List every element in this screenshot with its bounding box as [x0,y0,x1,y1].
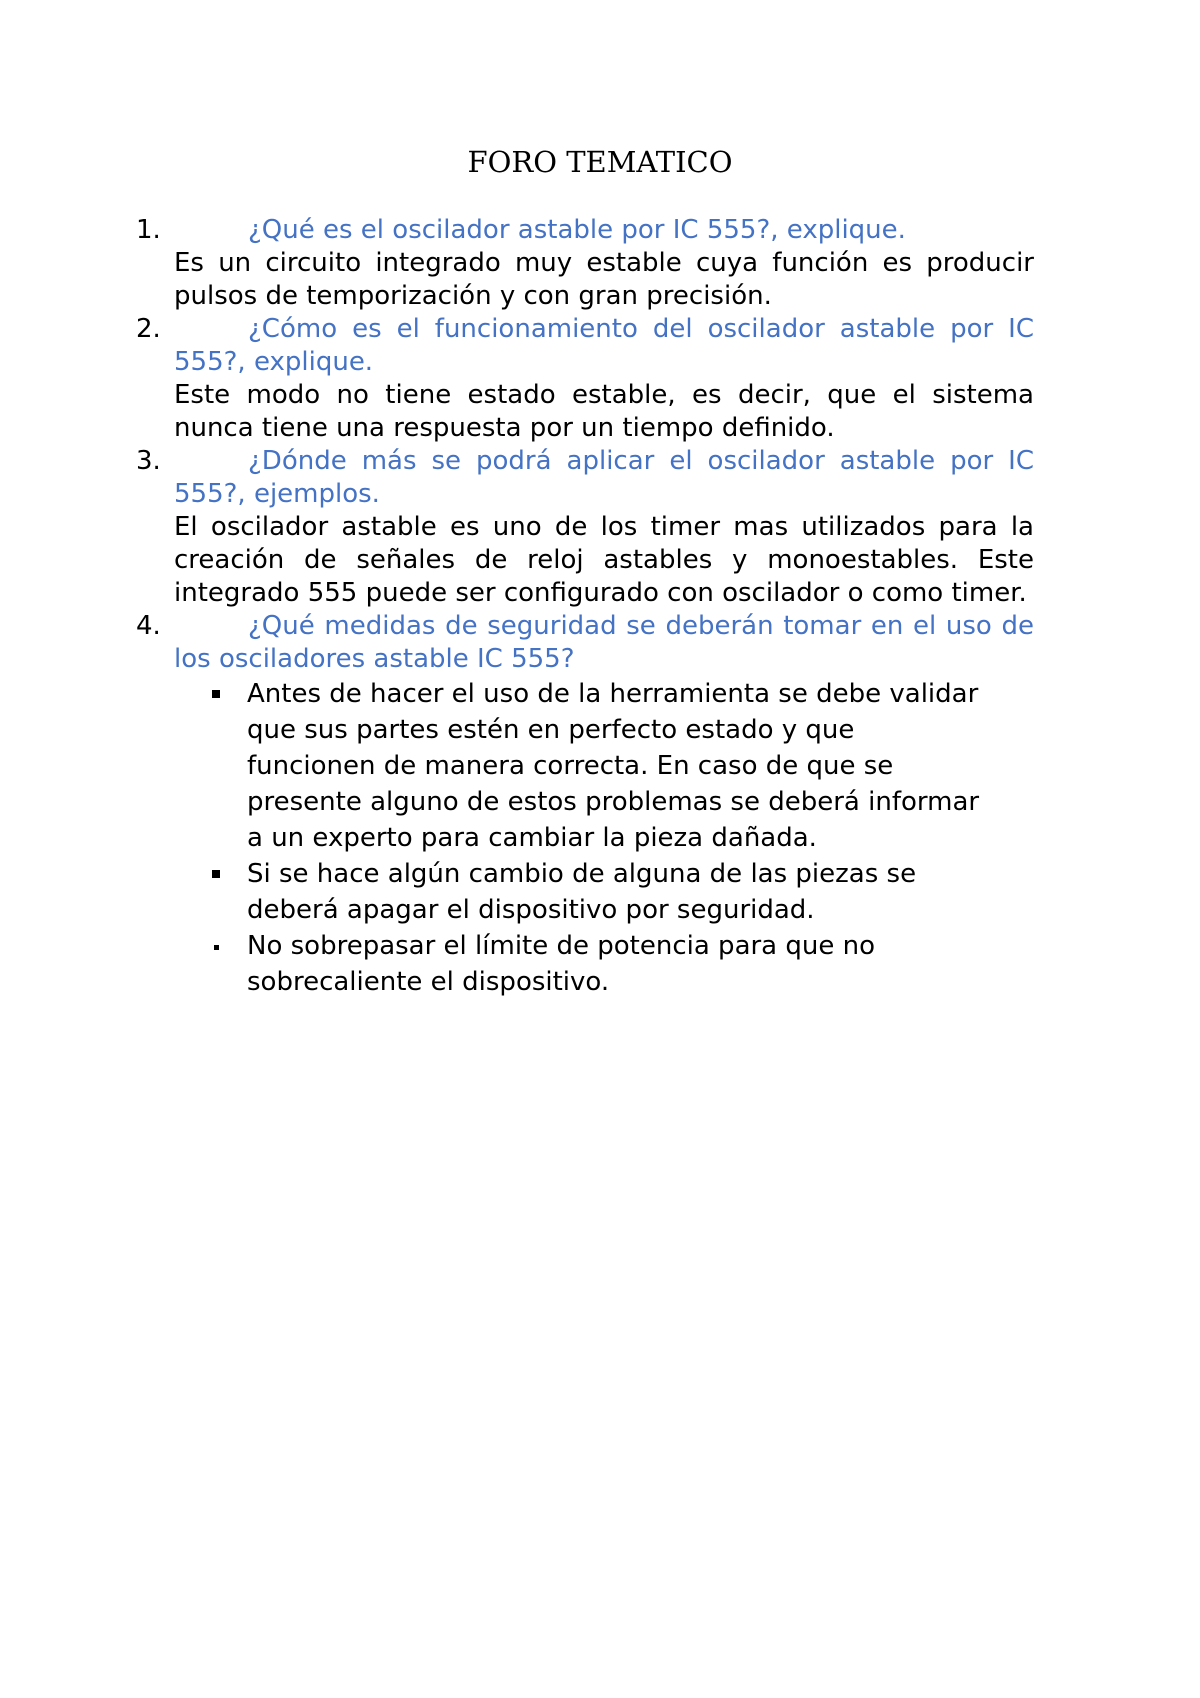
answer-text: Este modo no tiene estado estable, es decir, que el sistema nunca tiene una respuesta por un tiempo definido. [174,380,1034,443]
document-title: FORO TEMATICO [467,145,733,179]
question-number: 3. [136,446,161,476]
small-square-bullet-icon [214,945,219,950]
question-number: 4. [136,611,161,641]
safety-measures-list [247,676,987,1000]
question-number: 2. [136,314,161,344]
question-list [136,214,1034,1000]
answer-text: Es un circuito integrado muy estable cuya función es producir pulsos de temporización y con gran precisión. [174,248,1034,311]
question-item-2 [136,313,1034,445]
bullet-text: Si se hace algún cambio de alguna de las piezas se deberá apagar el dispositivo por seguridad. [247,859,917,925]
question-number: 1. [136,215,161,245]
question-item-3 [136,445,1034,610]
question-text: ¿Cómo es el funcionamiento del oscilador astable por IC 555?, explique. [174,314,1034,377]
list-item [247,928,987,1000]
list-item [247,856,987,928]
question-item-4 [136,610,1034,1000]
question-text: ¿Dónde más se podrá aplicar el oscilador astable por IC 555?, ejemplos. [174,446,1034,509]
question-text: ¿Qué medidas de seguridad se deberán tomar en el uso de los osciladores astable IC 555? [174,611,1034,674]
square-bullet-icon [212,690,220,698]
answer-text: El oscilador astable es uno de los timer mas utilizados para la creación de señales de reloj astables y monoestables. Este integrado 555 puede ser configurado con oscilador o como timer. [174,512,1034,608]
question-item-1 [136,214,1034,313]
square-bullet-icon [212,870,220,878]
question-text: ¿Qué es el oscilador astable por IC 555?, explique. [248,215,906,245]
bullet-text: No sobrepasar el límite de potencia para que no sobrecaliente el dispositivo. [247,931,876,997]
bullet-text: Antes de hacer el uso de la herramienta se debe validar que sus partes estén en perfecto estado y que funcionen de manera correcta. En caso de que se presente alguno de estos problemas se deberá informar a un experto para cambiar la pieza dañada. [247,679,980,853]
list-item [247,676,987,856]
